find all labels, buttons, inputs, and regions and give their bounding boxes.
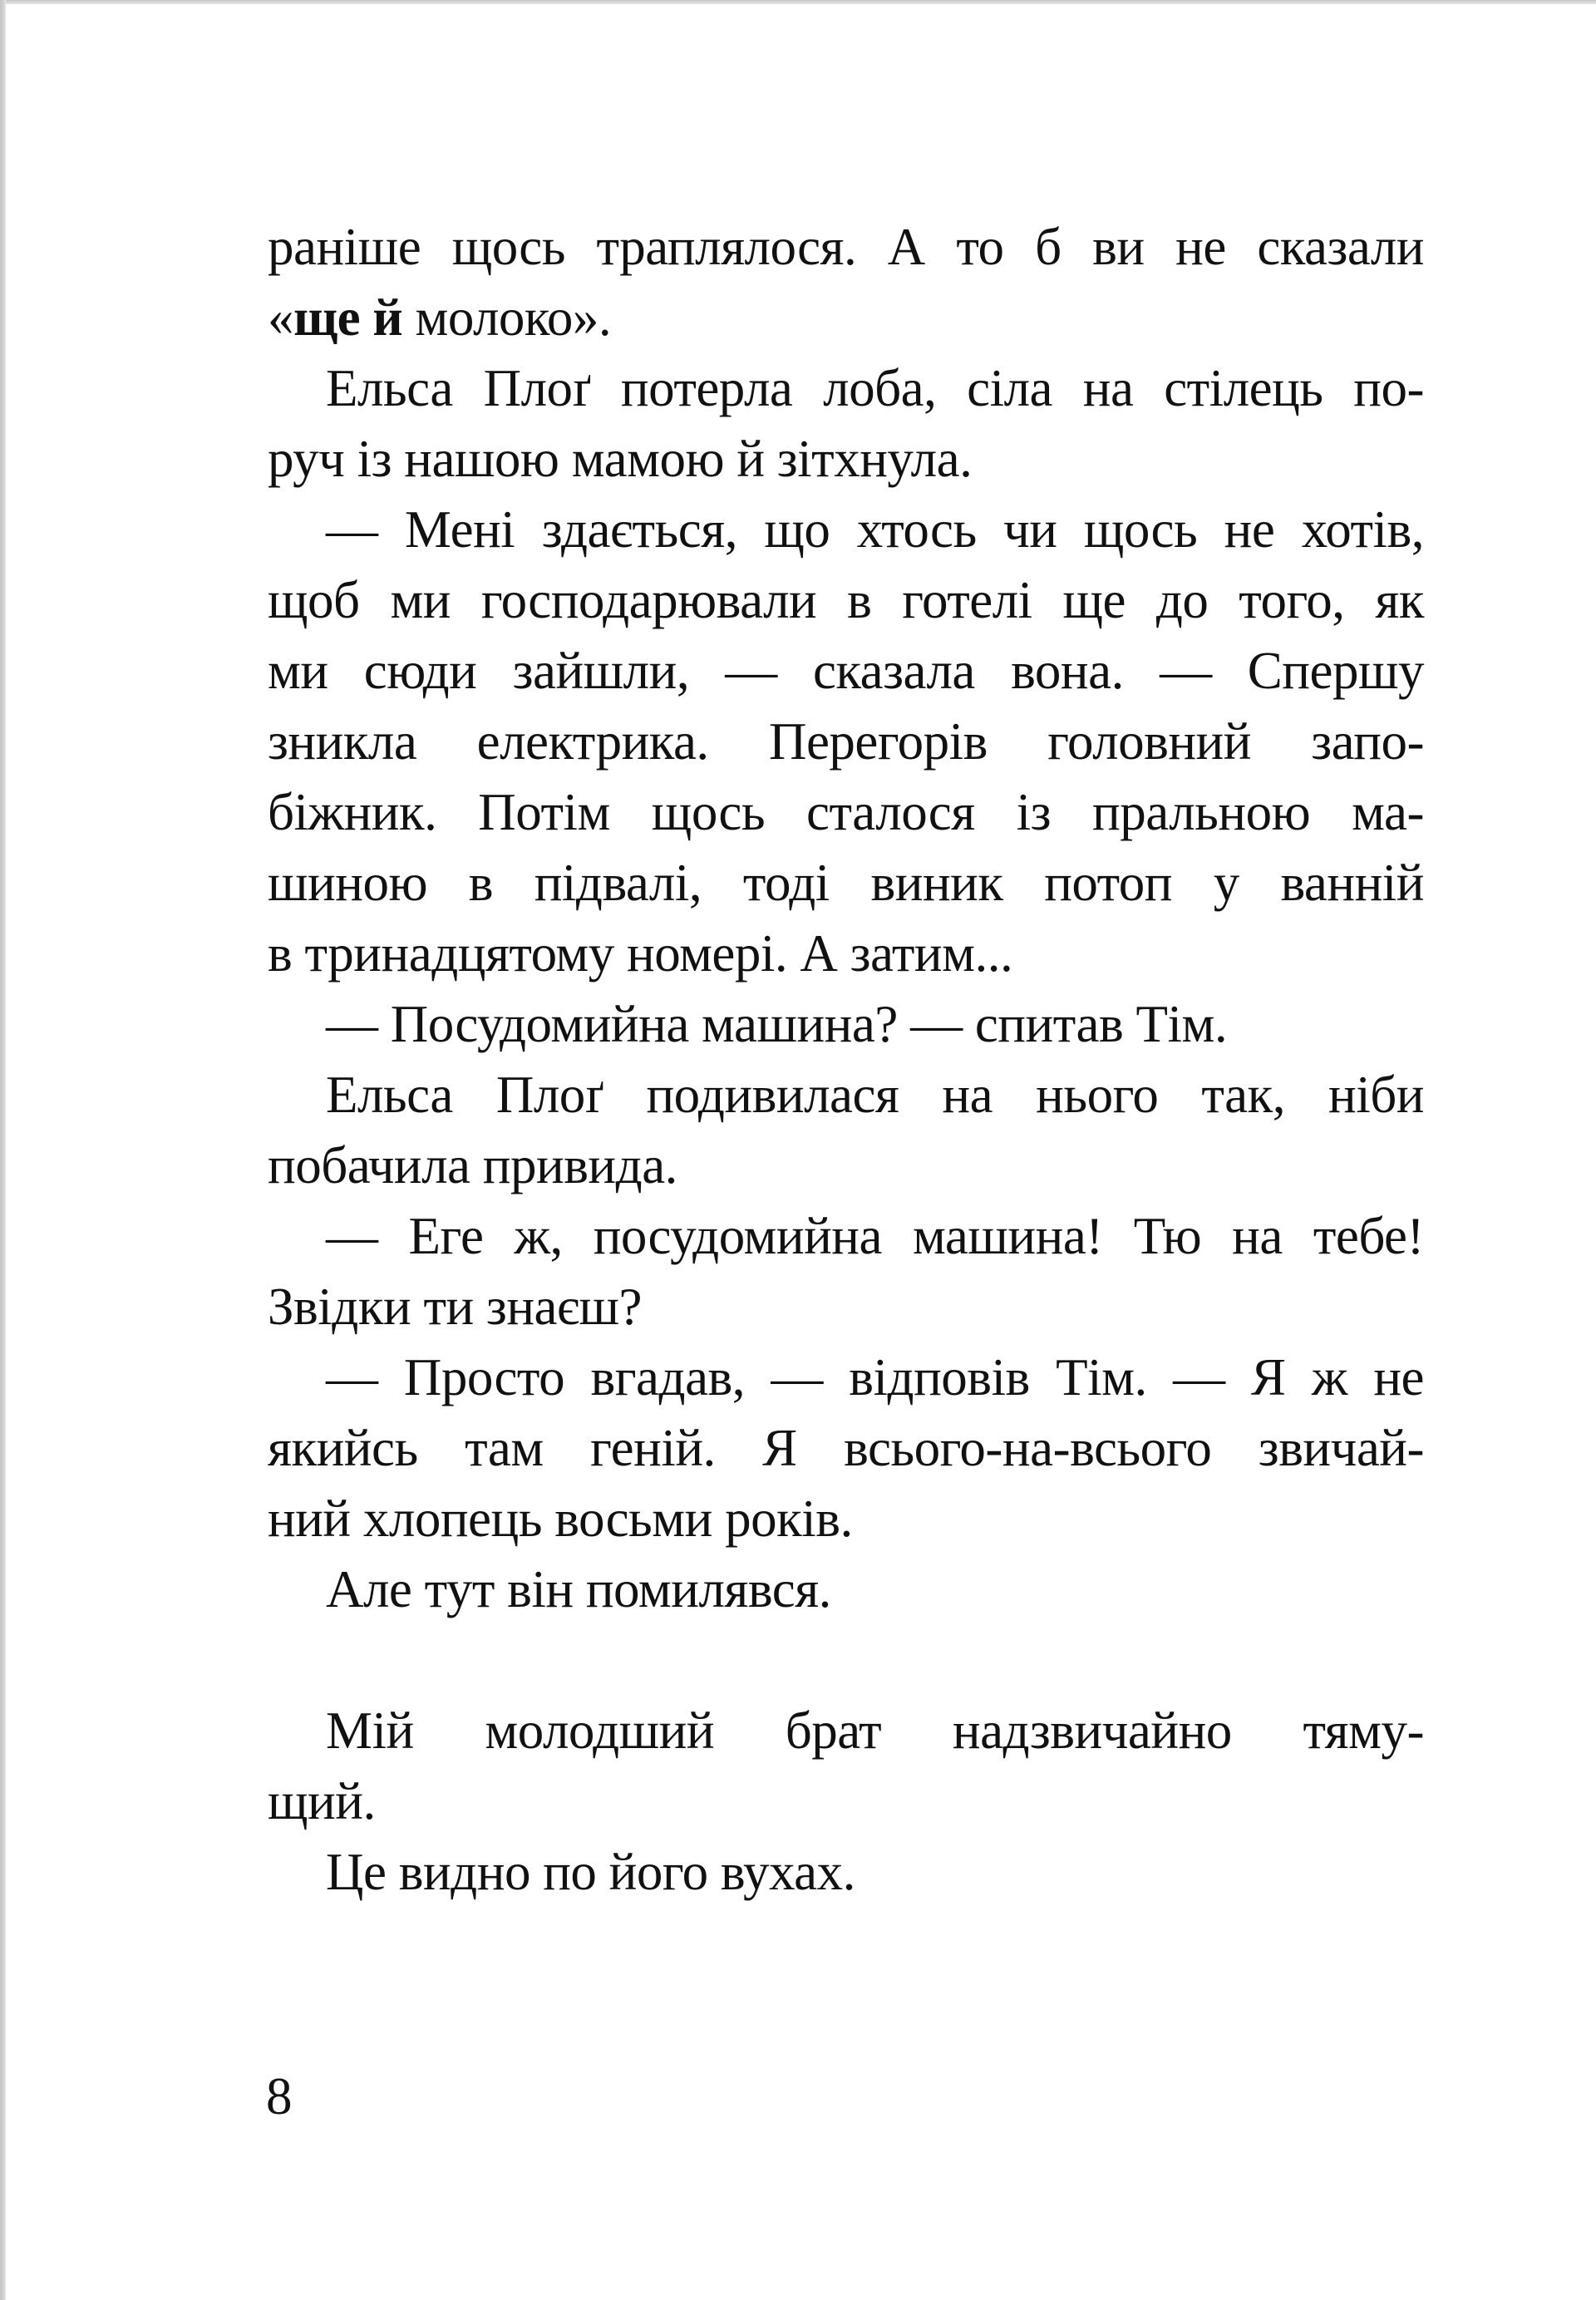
bold-emphasis: ще й — [293, 288, 403, 347]
text-line-10: шиною в підвалі, тоді виник потоп у ванній — [268, 854, 1424, 912]
text-line-13: Ельса Плоґ подивилася на нього так, ніби — [326, 1066, 1424, 1124]
text-line-8: зникла електрика. Перегорів головний запо- — [268, 712, 1424, 771]
text-line-11: в тринадцятому номері. А затим... — [268, 924, 1013, 983]
text-line-14: побачила привида. — [268, 1136, 677, 1194]
text-line-16: Звідки ти знаєш? — [268, 1278, 643, 1336]
page-number: 8 — [266, 2067, 293, 2125]
text-line-12: — Посудомийна машина? — спитав Тім. — [326, 995, 1228, 1053]
page-body-text — [268, 212, 1424, 1908]
text-line-4: руч із нашою мамою й зітхнула. — [268, 430, 973, 488]
text-line-18: якийсь там геній. Я всього-на-всього звичай- — [268, 1419, 1424, 1477]
text-line-15: — Еге ж, посудомийна машина! Тю на тебе! — [326, 1207, 1424, 1265]
window-left-border — [0, 0, 6, 2300]
text-line-7: ми сюди зайшли, — сказала вона. — Спершу — [268, 642, 1424, 700]
text-line-19: ний хлопець восьми років. — [268, 1490, 853, 1548]
text-line-5: — Мені здається, що хтось чи щось не хотів, — [326, 500, 1424, 559]
text-line-3: Ельса Плоґ потерла лоба, сіла на стілець по- — [326, 359, 1424, 417]
text-line-24: Це видно по його вухах. — [326, 1843, 855, 1901]
text-line-17: — Просто вгадав, — відповів Тім. — Я ж не — [326, 1348, 1424, 1406]
text-line-23: щий. — [268, 1772, 376, 1830]
text-line-22: Мій молодший брат надзвичайно тяму- — [326, 1702, 1424, 1760]
text-line-20: Але тут він помилявся. — [326, 1560, 831, 1618]
text-line-2 — [268, 283, 1424, 353]
text-line-6: щоб ми господарювали в готелі ще до того, як — [268, 571, 1424, 629]
open-quote: « — [268, 288, 293, 347]
line-2-rest: молоко». — [402, 288, 612, 347]
text-line-1: раніше щось траплялося. А то б ви не сказали — [268, 218, 1424, 276]
text-line-9: біжник. Потім щось сталося із пральною ма- — [268, 783, 1424, 841]
blank-line — [268, 1625, 1424, 1696]
